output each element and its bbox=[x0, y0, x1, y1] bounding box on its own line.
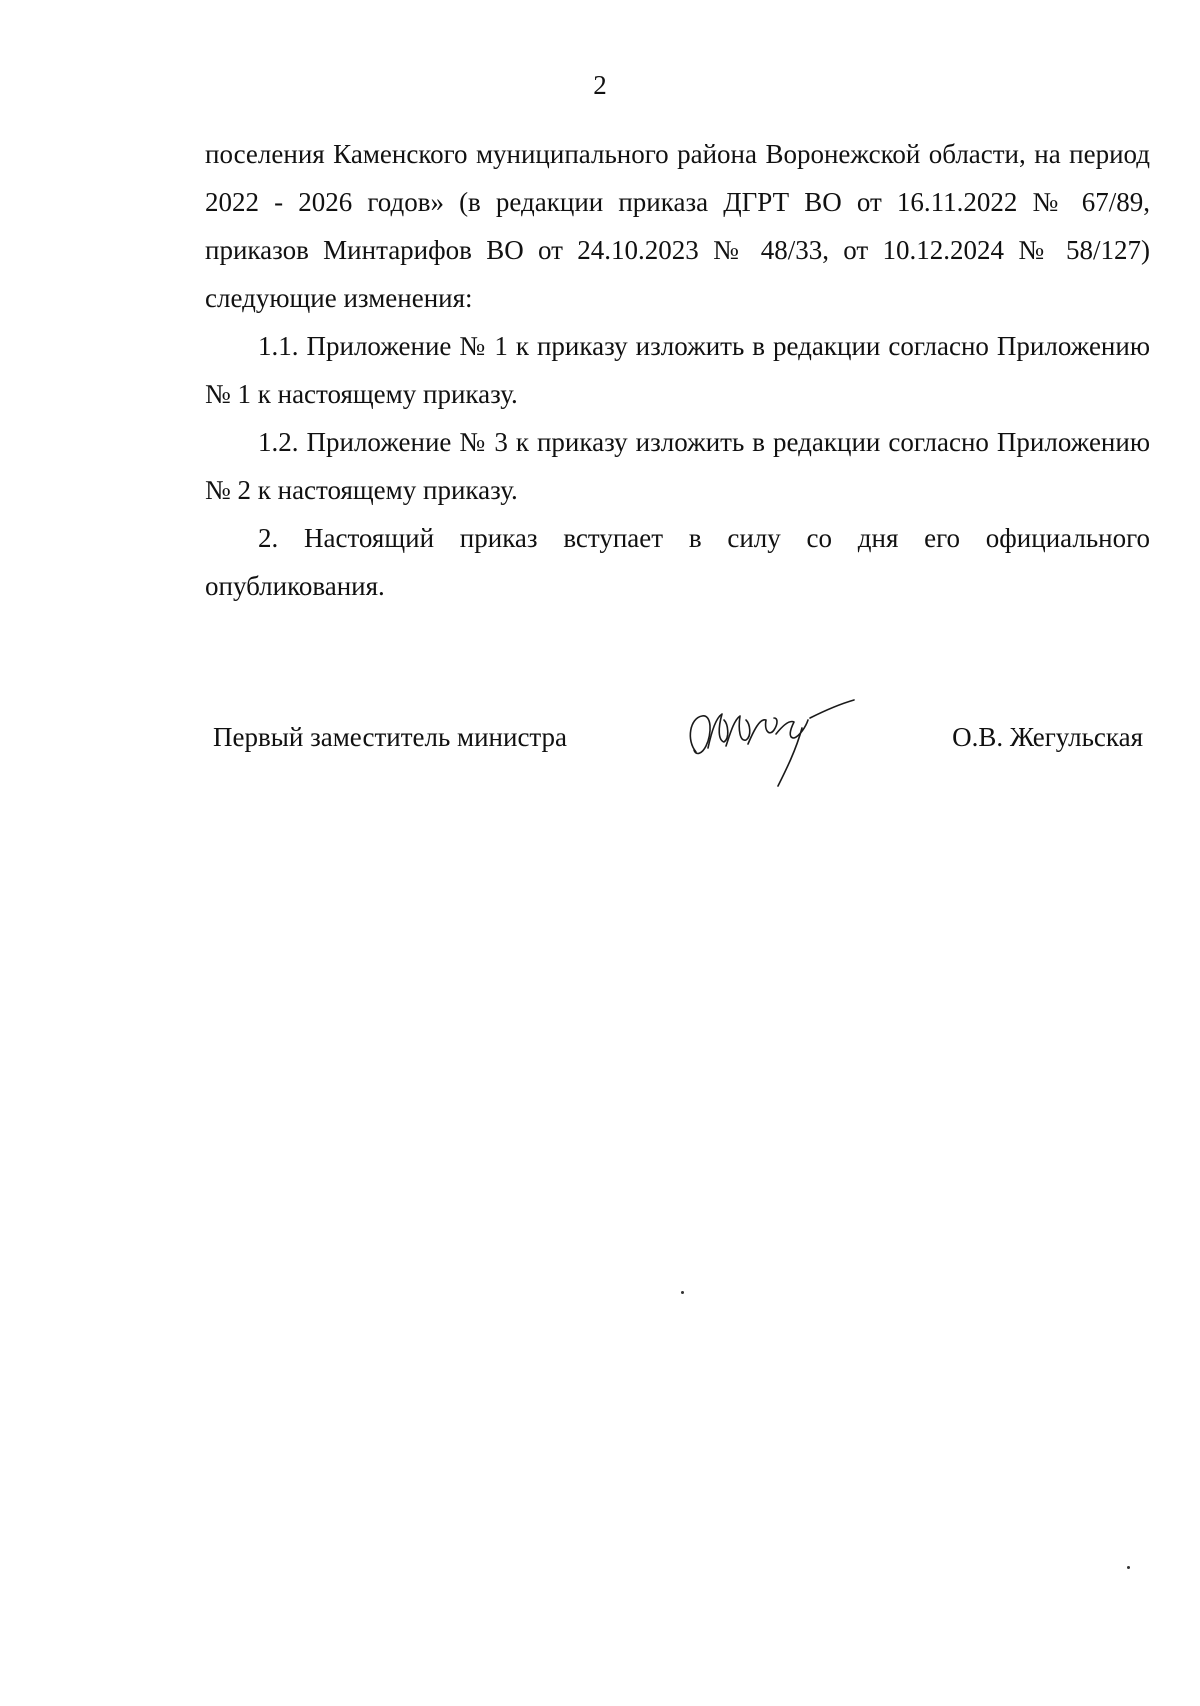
signatory-name: О.В. Жегульская bbox=[952, 722, 1143, 752]
paragraph-item-2: 2. Настоящий приказ вступает в силу со дня его официального опубликования. bbox=[205, 523, 1150, 601]
paragraph-item-1-1: 1.1. Приложение № 1 к приказу изложить в редакции согласно Приложению № 1 к настоящему приказу. bbox=[205, 331, 1150, 409]
paragraph-intro: поселения Каменского муниципального района Воронежской области, на период 2022 - 2026 годов» (в редакции приказа ДГРТ ВО от 16.11.2022 № 67/89, приказов Минтарифов ВО от 24.10.2023 № 48/33, от 10.12.2024 № 58/127) следующие изменения: bbox=[205, 139, 1150, 313]
scan-speck bbox=[1127, 1566, 1130, 1569]
document-body bbox=[205, 130, 1150, 610]
signature-block bbox=[213, 700, 1143, 780]
scan-speck bbox=[681, 1291, 684, 1294]
paragraph-item-1-2: 1.2. Приложение № 3 к приказу изложить в редакции согласно Приложению № 2 к настоящему приказу. bbox=[205, 427, 1150, 505]
page-number: 2 bbox=[593, 70, 607, 100]
handwritten-signature bbox=[678, 690, 858, 790]
signatory-position: Первый заместитель министра bbox=[213, 722, 568, 752]
